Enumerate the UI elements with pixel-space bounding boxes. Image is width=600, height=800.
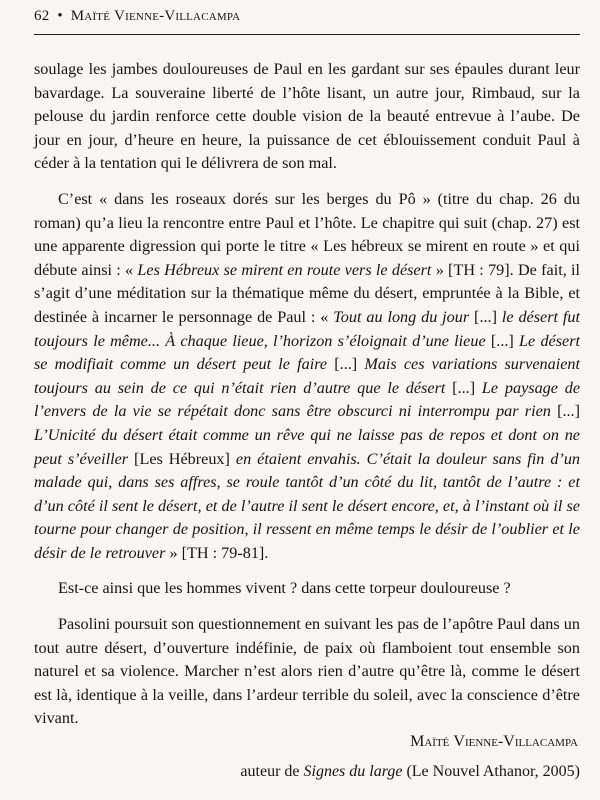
paragraph-1: soulage les jambes douloureuses de Paul en les gardant sur ses épaules durant leur bavardage. La souveraine liberté de l’hôte lisant, un autre jour, Rimbaud, sur la pelouse du jardin renforce cette double vision de la beauté entrevue à l’aube. De jour en jour, d’heure en heure, la puissance de cet éblouissement conduit Paul à céder à la tentation qui le délivrera de son mal. (34, 60, 580, 173)
author-signature (410, 733, 578, 751)
credit-book-title: Signes du large (303, 763, 403, 780)
p2-ellipsis-g: [...] (485, 331, 520, 350)
paragraph-3: Est-ce ainsi que les hommes vivent ? dans cette torpeur douloureuse ? (58, 579, 511, 598)
p2-quote-l: Le paysage de l’envers de la vie se répétait donc sans être obscurci ni interrompu par rien (34, 378, 581, 421)
header-author-first: Maïté (70, 8, 111, 24)
p2-text-c: » [TH : 79]. De fait, il s’agit d’une méditation sur la thématique même du désert, empruntée à la Bible, et destinée à incarner le personnage de Paul : « (34, 260, 581, 326)
p2-ellipsis-i: [...] (327, 355, 365, 374)
p2-quote-n: L’Unicité du désert était comme un rêve qui ne laisse pas de repos et dont on ne peut s’éveiller (34, 425, 580, 468)
p2-text-a: C’est « dans les roseaux dorés sur les berges du Pô » (titre du chap. 26 du roman) qu’a lieu la rencontre entre Paul et l’hôte. Le chapitre qui suit (chap. 27) est une apparente digression qui porte le titre « Les hébreux se mirent en route » et qui débute ainsi : « (34, 189, 580, 279)
signature-first: Maïté (410, 733, 450, 750)
credit-publisher: (Le Nouvel Athanor, 2005) (402, 763, 580, 780)
p2-ellipsis-k: [...] (445, 378, 482, 397)
p2-quote-f: le désert fut toujours le même... À chaque lieue, l’horizon s’éloignait d’une lieue (34, 307, 580, 350)
p2-quote-h: Le désert se modifiait comme un désert peut le faire (34, 331, 581, 374)
signature-last: Vienne-Villacampa (453, 733, 578, 750)
p2-quote-p: en étaient envahis. C’était la douleur sans fin d’un malade qui, dans ses affres, se roule tantôt d’un côté du lit, tantôt de l’autre : et d’un côté il sent le désert, et de l’autre il sent le désert encore, et, à l’instant où il se tourne pour changer de position, il ressent en même temps le désir de l’oublier et le désir de le retrouver (34, 449, 581, 562)
p2-quote-b: Les Hébreux se mirent en route vers le désert (137, 260, 432, 279)
header-separator: • (57, 8, 63, 24)
paragraph-4: Pasolini poursuit son questionnement en suivant les pas de l’apôtre Paul dans un tout autre désert, d’ouverture indéfinie, de paix où flamboient tout ensemble son naturel et sa violence. Marcher n’est alors rien d’autre qu’être là, comme le désert est là, identique à la veille, dans l’ardeur terrible du soleil, avec la conscience d’être vivant. (34, 615, 580, 728)
paragraph-2 (34, 188, 580, 566)
p2-ellipsis-e: [...] (469, 307, 502, 326)
credit-prefix: auteur de (240, 763, 304, 780)
body-text (34, 58, 580, 743)
p2-ellipsis-m: [...] (550, 402, 580, 421)
p2-quote-j: Mais ces variations survenaient toujours au sein de ce qui n’était rien d’autre que le désert (34, 355, 581, 397)
p2-bracket-o: [Les Hébreux] (128, 449, 236, 468)
header-rule (34, 34, 580, 35)
p2-quote-d: Tout au long du jour (333, 307, 470, 326)
p2-citation-q: » [TH : 79-81]. (165, 543, 269, 562)
header-author-last: Vienne-Villacampa (114, 8, 241, 24)
running-header (34, 8, 580, 25)
author-credit (240, 763, 580, 781)
page-number: 62 (34, 8, 50, 24)
